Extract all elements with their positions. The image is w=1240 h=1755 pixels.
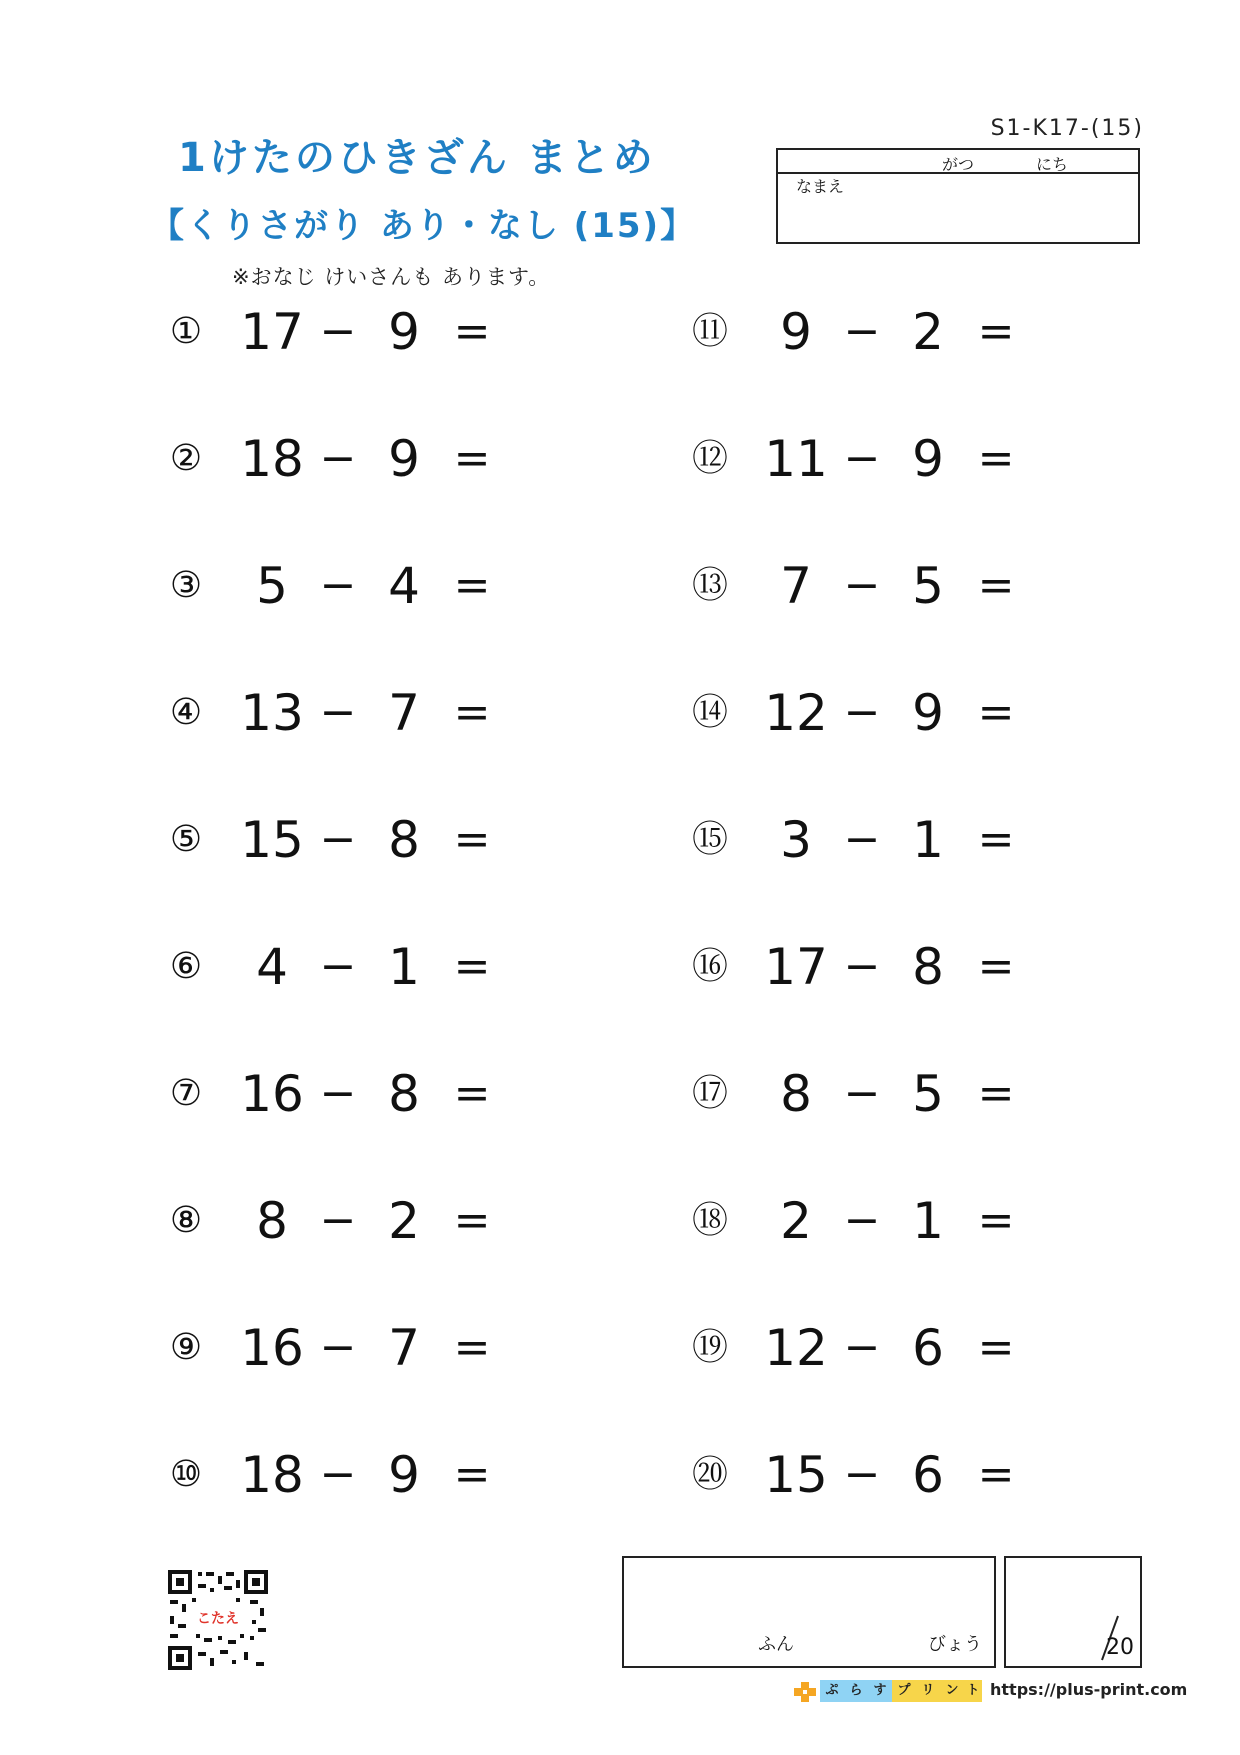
minus-sign: − <box>843 687 881 738</box>
problem-number: ⑫ <box>691 438 728 479</box>
minuend: 2 <box>780 1192 812 1250</box>
equals-sign: = <box>453 433 491 484</box>
equals-sign: = <box>453 1195 491 1246</box>
score-box[interactable] <box>1004 1556 1142 1668</box>
equals-sign: = <box>453 306 491 357</box>
subtrahend: 9 <box>388 303 420 361</box>
subtrahend: 9 <box>388 1446 420 1504</box>
equals-sign: = <box>453 1322 491 1373</box>
problem-row <box>680 419 1120 499</box>
equals-sign: = <box>977 433 1015 484</box>
problem-row <box>156 1181 596 1261</box>
subtrahend: 5 <box>912 557 944 615</box>
problem-number: ⑲ <box>691 1327 728 1368</box>
problem-number: ④ <box>169 692 203 733</box>
equals-sign: = <box>453 1068 491 1119</box>
problem-number: ① <box>169 311 203 352</box>
minuend: 17 <box>240 303 304 361</box>
problem-number: ② <box>169 438 203 479</box>
subtrahend: 2 <box>388 1192 420 1250</box>
name-label: なまえ <box>796 177 845 196</box>
minus-sign: − <box>319 1449 357 1500</box>
problem-row <box>680 927 1120 1007</box>
subtrahend: 6 <box>912 1319 944 1377</box>
minuend: 8 <box>780 1065 812 1123</box>
minus-sign: − <box>843 433 881 484</box>
logo-char: ら <box>844 1680 868 1702</box>
minuend: 8 <box>256 1192 288 1250</box>
note-text: ※おなじ けいさんも あります。 <box>232 265 551 289</box>
problem-number: ⑩ <box>169 1454 203 1495</box>
problem-row <box>680 1181 1120 1261</box>
minus-sign: − <box>319 433 357 484</box>
problem-row <box>680 546 1120 626</box>
equals-sign: = <box>977 560 1015 611</box>
problem-number: ⑱ <box>691 1200 728 1241</box>
month-label: がつ <box>942 155 975 174</box>
answer-qr-code[interactable] <box>166 1568 270 1672</box>
subtrahend: 7 <box>388 1319 420 1377</box>
page-subtitle: 【くりさがり あり・なし (15)】 <box>150 206 697 246</box>
problem-number: ⑪ <box>691 311 728 352</box>
minus-sign: − <box>319 306 357 357</box>
subtrahend: 1 <box>912 811 944 869</box>
minus-sign: − <box>843 814 881 865</box>
logo-char: ぷ <box>820 1680 844 1702</box>
problem-number: ⑬ <box>691 565 728 606</box>
subtrahend: 8 <box>388 1065 420 1123</box>
problem-number: ⑳ <box>691 1454 728 1495</box>
subtrahend: 8 <box>388 811 420 869</box>
subtrahend: 9 <box>912 684 944 742</box>
equals-sign: = <box>977 941 1015 992</box>
equals-sign: = <box>453 941 491 992</box>
equals-sign: = <box>977 1068 1015 1119</box>
equals-sign: = <box>977 687 1015 738</box>
problem-row <box>680 1435 1120 1515</box>
subtrahend: 8 <box>912 938 944 996</box>
problem-row <box>680 673 1120 753</box>
minuend: 18 <box>240 430 304 488</box>
equals-sign: = <box>977 306 1015 357</box>
problem-row <box>156 673 596 753</box>
minuend: 3 <box>780 811 812 869</box>
problem-row <box>680 1308 1120 1388</box>
problem-row <box>680 1054 1120 1134</box>
minuend: 9 <box>780 303 812 361</box>
minuend: 4 <box>256 938 288 996</box>
minus-sign: − <box>843 941 881 992</box>
minuend: 7 <box>780 557 812 615</box>
subtrahend: 1 <box>912 1192 944 1250</box>
minus-sign: − <box>319 560 357 611</box>
minuend: 5 <box>256 557 288 615</box>
problem-number: ⑰ <box>691 1073 728 1114</box>
problem-row <box>680 292 1120 372</box>
problem-number: ⑧ <box>169 1200 203 1241</box>
subtrahend: 4 <box>388 557 420 615</box>
site-url-link[interactable]: https://plus-print.com <box>990 1680 1188 1699</box>
minuend: 11 <box>764 430 828 488</box>
subtrahend: 1 <box>388 938 420 996</box>
minus-sign: − <box>319 814 357 865</box>
logo-char: プ <box>892 1680 916 1702</box>
problem-number: ③ <box>169 565 203 606</box>
minus-sign: − <box>843 306 881 357</box>
minus-sign: − <box>843 560 881 611</box>
minuend: 15 <box>240 811 304 869</box>
minuend: 13 <box>240 684 304 742</box>
equals-sign: = <box>977 814 1015 865</box>
minus-sign: − <box>843 1195 881 1246</box>
problem-number: ⑨ <box>169 1327 203 1368</box>
minuend: 16 <box>240 1319 304 1377</box>
equals-sign: = <box>977 1449 1015 1500</box>
day-label: にち <box>1036 155 1069 174</box>
logo-char: ン <box>940 1680 964 1702</box>
minus-sign: − <box>319 687 357 738</box>
problem-number: ⑤ <box>169 819 203 860</box>
problem-row <box>156 1435 596 1515</box>
problem-number: ⑦ <box>169 1073 203 1114</box>
problem-row <box>156 927 596 1007</box>
problem-number: ⑮ <box>691 819 728 860</box>
equals-sign: = <box>977 1322 1015 1373</box>
problem-row <box>156 800 596 880</box>
date-row <box>778 150 1138 174</box>
subtrahend: 5 <box>912 1065 944 1123</box>
equals-sign: = <box>453 687 491 738</box>
equals-sign: = <box>977 1195 1015 1246</box>
subtrahend: 9 <box>912 430 944 488</box>
equals-sign: = <box>453 1449 491 1500</box>
minuend: 16 <box>240 1065 304 1123</box>
minus-sign: − <box>319 1322 357 1373</box>
page-title: 1けたのひきざん まとめ <box>178 135 656 181</box>
minus-sign: − <box>843 1068 881 1119</box>
problem-number: ⑭ <box>691 692 728 733</box>
subtrahend: 7 <box>388 684 420 742</box>
minuend: 12 <box>764 1319 828 1377</box>
problem-row <box>680 800 1120 880</box>
minus-sign: − <box>843 1449 881 1500</box>
minus-sign: − <box>319 941 357 992</box>
problem-number: ⑯ <box>691 946 728 987</box>
problem-row <box>156 292 596 372</box>
equals-sign: = <box>453 560 491 611</box>
equals-sign: = <box>453 814 491 865</box>
minus-sign: − <box>319 1068 357 1119</box>
minus-sign: − <box>319 1195 357 1246</box>
seconds-label: びょう <box>928 1634 982 1655</box>
qr-answer-label: こたえ <box>192 1608 244 1628</box>
minutes-label: ふん <box>758 1634 794 1655</box>
subtrahend: 6 <box>912 1446 944 1504</box>
problem-row <box>156 1308 596 1388</box>
problem-row <box>156 1054 596 1134</box>
minuend: 17 <box>764 938 828 996</box>
minus-sign: − <box>843 1322 881 1373</box>
problem-row <box>156 546 596 626</box>
subtrahend: 2 <box>912 303 944 361</box>
subtrahend: 9 <box>388 430 420 488</box>
minuend: 12 <box>764 684 828 742</box>
plus-logo-icon <box>794 1682 816 1702</box>
score-total: 20 <box>1106 1635 1134 1660</box>
worksheet-code: S1-K17-(15) <box>990 116 1144 141</box>
minuend: 18 <box>240 1446 304 1504</box>
name-date-box[interactable] <box>776 148 1140 244</box>
problem-number: ⑥ <box>169 946 203 987</box>
problem-row <box>156 419 596 499</box>
minuend: 15 <box>764 1446 828 1504</box>
time-box[interactable] <box>622 1556 996 1668</box>
logo-char: ト <box>964 1680 982 1702</box>
logo-char: す <box>868 1680 892 1702</box>
logo-char: リ <box>916 1680 940 1702</box>
